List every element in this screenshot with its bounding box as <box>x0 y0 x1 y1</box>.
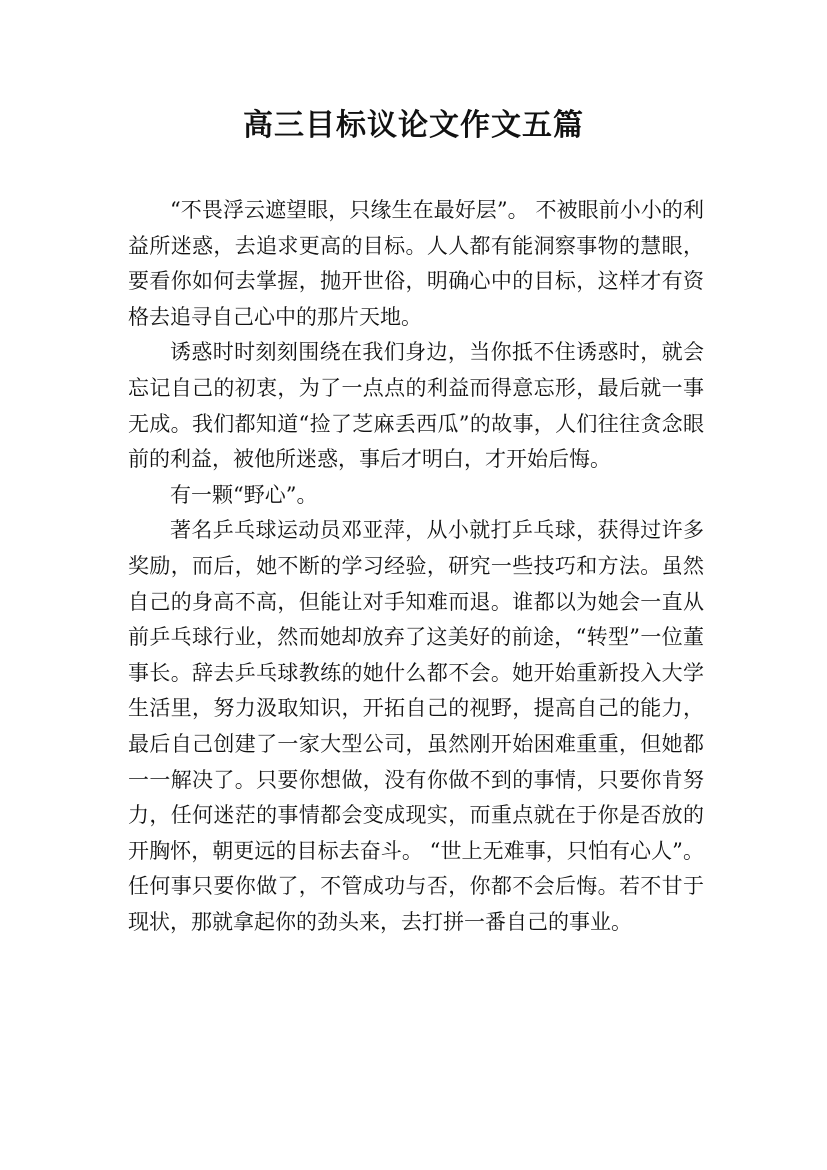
paragraph-4: 著名乒乓球运动员邓亚萍，从小就打乒乓球，获得过许多奖励，而后，她不断的学习经验，研究一些技巧和方法。虽然自己的身高不高，但能让对手知难而退。谁都以为她会一直从前乒乓球行业，然而她却放弃了这美好的前途，“转型”一位董事长。辞去乒乓球教练的她什么都不会。她开始重新投入大学生活里，努力汲取知识，开拓自己的视野，提高自己的能力，最后自己创建了一家大型公司，虽然刚开始困难重重，但她都一一解决了。只要你想做，没有你做不到的事情，只要你肯努力，任何迷茫的事情都会变成现实，而重点就在于你是否放的开胸怀，朝更远的目标去奋斗。 “世上无难事，只怕有心人”。任何事只要你做了，不管成功与否，你都不会后悔。若不甘于现状，那就拿起你的劲头来，去打拼一番自己的事业。 <box>128 518 704 934</box>
document-title: 高三目标议论文作文五篇 <box>243 108 584 143</box>
paragraph-3: 有一颗“野心”。 <box>170 482 318 507</box>
paragraph-2: 诱惑时时刻刻围绕在我们身边，当你抵不住诱惑时，就会忘记自己的初衷，为了一点点的利益而得意忘形，最后就一事无成。我们都知道“捡了芝麻丢西瓜”的故事，人们往往贪念眼前的利益，被他所迷惑，事后才明白，才开始后悔。 <box>128 340 704 472</box>
paragraph-1: “不畏浮云遮望眼，只缘生在最好层”。 不被眼前小小的利益所迷惑，去追求更高的目标。人人都有能洞察事物的慧眼，要看你如何去掌握，抛开世俗，明确心中的目标，这样才有资格去追寻自己心中的那片天地。 <box>128 198 704 329</box>
document-body <box>128 193 704 940</box>
